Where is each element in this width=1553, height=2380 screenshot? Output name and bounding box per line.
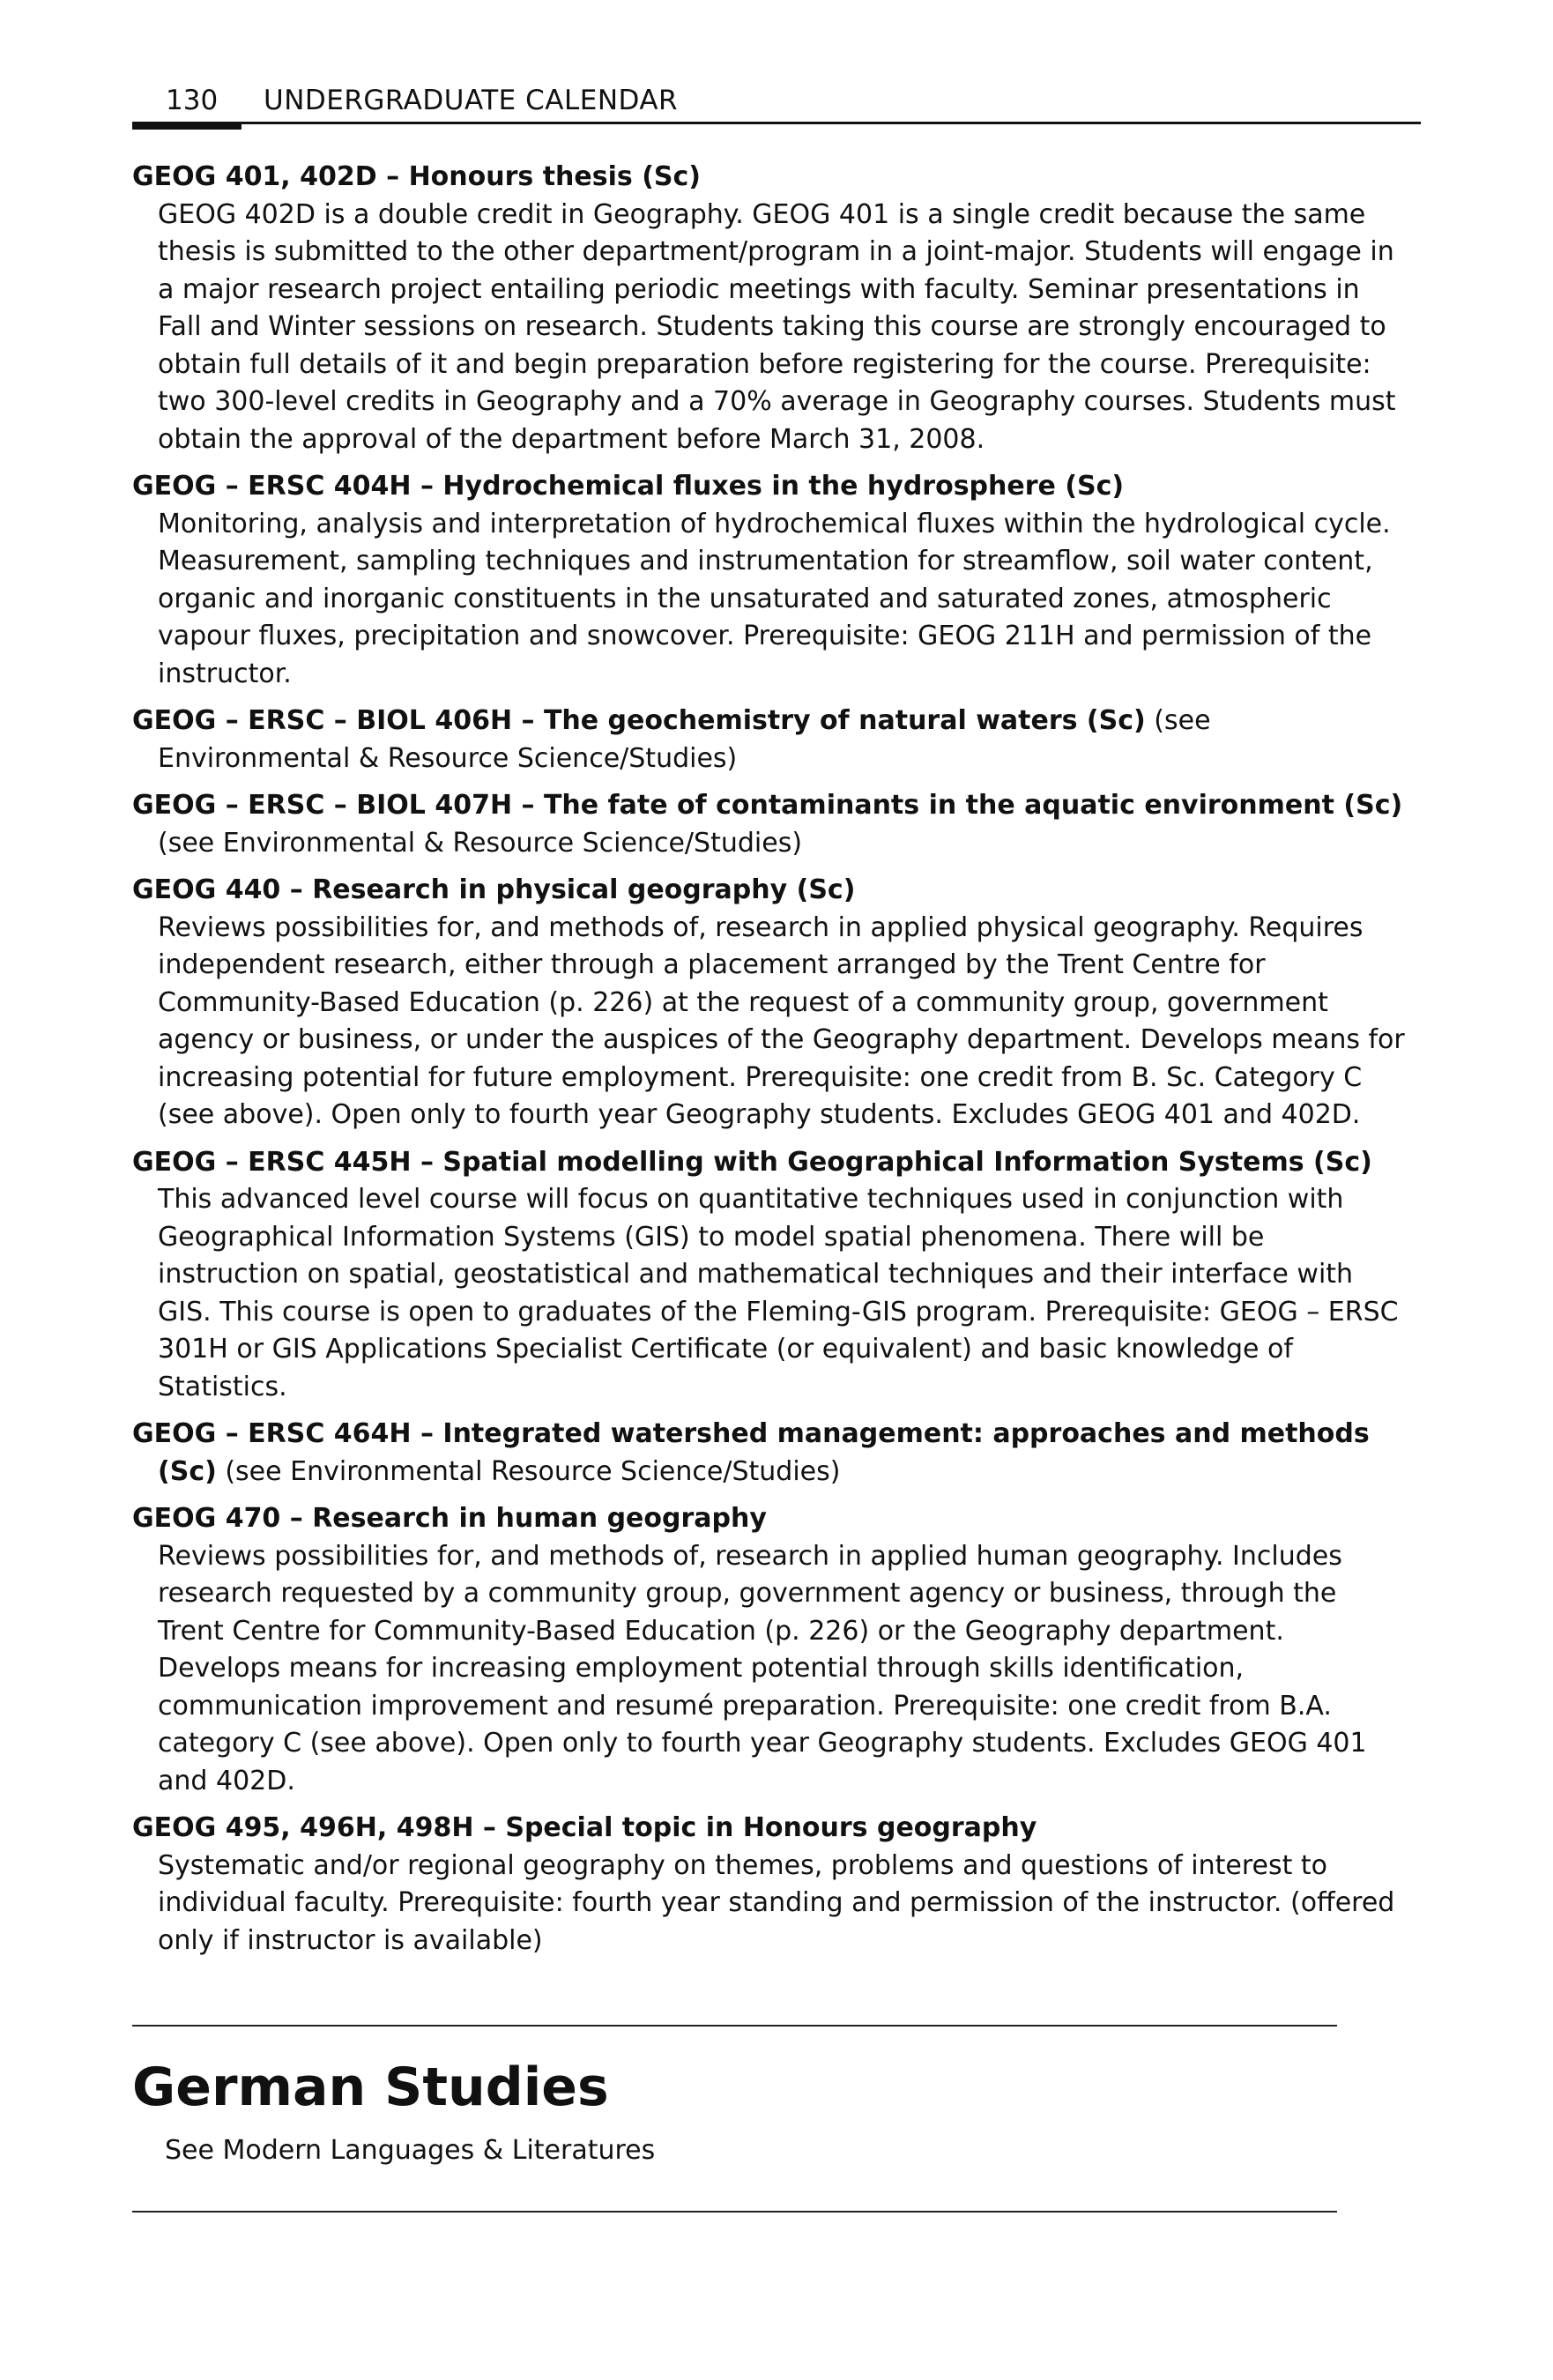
course-heading <box>132 1416 1410 1491</box>
course-heading <box>132 1144 1410 1182</box>
page-number: 130 <box>166 85 219 116</box>
course-title: GEOG 495, 496H, 498H – Special topic in Honours geography <box>132 1812 1037 1843</box>
course-heading <box>132 1500 1410 1538</box>
course-entry <box>132 703 1410 777</box>
course-entry <box>132 1810 1410 1960</box>
course-title: GEOG 470 – Research in human geography <box>132 1503 767 1534</box>
section-divider-bottom <box>132 2211 1337 2213</box>
course-heading <box>132 703 1410 777</box>
course-heading <box>132 468 1410 506</box>
course-title: GEOG – ERSC – BIOL 406H – The geochemistry of natural waters (Sc) <box>132 705 1146 736</box>
course-entry <box>132 468 1410 693</box>
header-rule <box>132 122 1421 124</box>
course-title: GEOG – ERSC 404H – Hydrochemical fluxes in the hydrosphere (Sc) <box>132 471 1125 502</box>
course-entry <box>132 1500 1410 1800</box>
course-title: GEOG – ERSC 464H – Integrated watershed management: approaches and methods (Sc) <box>132 1418 1370 1487</box>
course-entry <box>132 872 1410 1134</box>
course-description: Reviews possibilities for, and methods of, research in applied human geography. Includes research requested by a community group, government agency or business, through the Trent Centre for Community-Based Education (p. 226) or the Geography department. Develops means for increasing employment potential through skills identification, communication improvement and resumé preparation. Prerequisite: one credit from B.A. category C (see above). Open only to fourth year Geography students. Excludes GEOG 401 and 402D. <box>158 1540 1367 1796</box>
course-description: This advanced level course will focus on quantitative techniques used in conjunction with Geographical Information Systems (GIS) to model spatial phenomena. There will be instruction on spatial, geostatistical and mathematical techniques and their interface with GIS. This course is open to graduates of the Fleming-GIS program. Prerequisite: GEOG – ERSC 301H or GIS Applications Specialist Certificate (or equivalent) and basic knowledge of Statistics. <box>158 1184 1399 1402</box>
course-heading <box>132 872 1410 910</box>
course-entry <box>132 787 1410 862</box>
course-title: GEOG 440 – Research in physical geography (Sc) <box>132 874 856 905</box>
section-title: German Studies <box>132 2056 609 2118</box>
course-cross-reference: (see Environmental Resource Science/Studies) <box>216 1455 841 1487</box>
course-title: GEOG 401, 402D – Honours thesis (Sc) <box>132 161 701 192</box>
course-description: Systematic and/or regional geography on themes, problems and questions of interest to individual faculty. Prerequisite: fourth year standing and permission of the instructor. (offered only if instructor is available) <box>158 1849 1395 1956</box>
course-description: GEOG 402D is a double credit in Geography. GEOG 401 is a single credit because the same thesis is submitted to the other department/program in a joint-major. Students will engage in a major research project entailing periodic meetings with faculty. Seminar presentations in Fall and Winter sessions on research. Students taking this course are strongly encouraged to obtain full details of it and begin preparation before registering for the course. Prerequisite: two 300-level credits in Geography and a 70% average in Geography courses. Students must obtain the approval of the department before March 31, 2008. <box>158 198 1396 455</box>
course-cross-reference: (see Environmental & Resource Science/Studies) <box>158 705 1211 774</box>
course-heading <box>132 1810 1410 1848</box>
running-header-title: UNDERGRADUATE CALENDAR <box>264 85 679 116</box>
course-heading <box>132 787 1410 862</box>
course-entry <box>132 1144 1410 1407</box>
section-divider-top <box>132 2025 1337 2027</box>
course-description: Monitoring, analysis and interpretation of hydrochemical fluxes within the hydrological cycle. Measurement, sampling techniques and instrumentation for streamflow, soil water content, organic and inorganic constituents in the unsaturated and saturated zones, atmospheric vapour fluxes, precipitation and snowcover. Prerequisite: GEOG 211H and permission of the instructor. <box>158 508 1391 689</box>
course-entry <box>132 159 1410 458</box>
course-description: Reviews possibilities for, and methods of, research in applied physical geography. Requires independent research, either through a placement arranged by the Trent Centre for Community-Based Education (p. 226) at the request of a community group, government agency or business, or under the auspices of the Geography department. Develops means for increasing potential for future employment. Prerequisite: one credit from B. Sc. Category C (see above). Open only to fourth year Geography students. Excludes GEOG 401 and 402D. <box>158 911 1405 1130</box>
header-accent-bar <box>132 122 241 130</box>
course-title: GEOG – ERSC – BIOL 407H – The fate of contaminants in the aquatic environment (Sc) <box>132 790 1403 821</box>
course-entry <box>132 1416 1410 1491</box>
section-cross-reference: See Modern Languages & Literatures <box>165 2135 656 2166</box>
course-list <box>132 159 1410 1969</box>
course-title: GEOG – ERSC 445H – Spatial modelling with Geographical Information Systems (Sc) <box>132 1146 1372 1178</box>
page-header <box>132 83 1421 129</box>
course-heading <box>132 159 1410 197</box>
course-cross-reference: (see Environmental & Resource Science/Studies) <box>158 827 803 859</box>
